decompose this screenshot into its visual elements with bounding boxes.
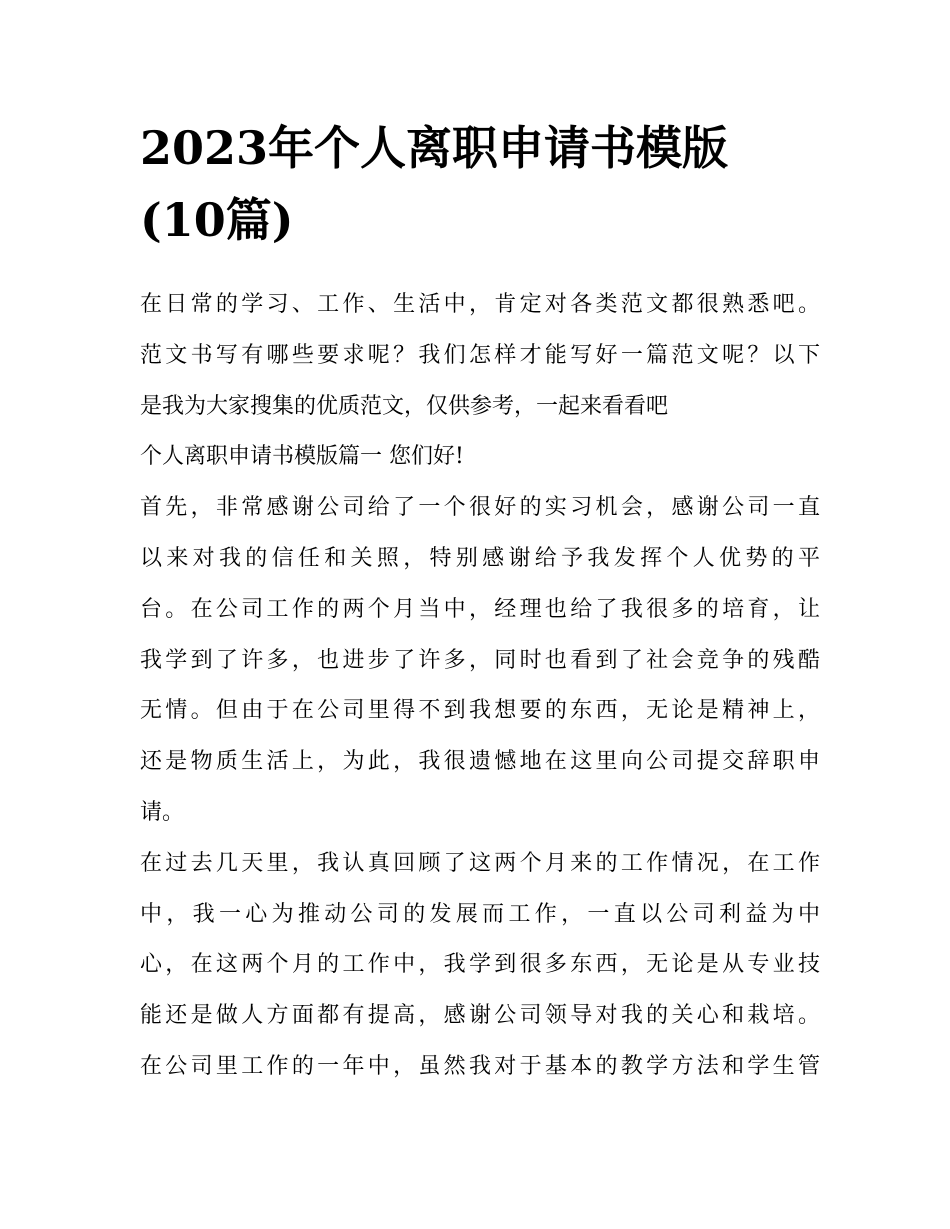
body-line: 无情。但由于在公司里得不到我想要的东西，无论是精神上，	[140, 698, 820, 724]
body-line: 在公司里工作的一年中，虽然我对于基本的教学方法和学生管	[140, 1053, 820, 1079]
body-line: 以来对我的信任和关照，特别感谢给予我发挥个人优势的平	[140, 545, 820, 571]
title-line-2: (10篇)	[140, 193, 294, 247]
title-line-1: 2023年个人离职申请书模版	[140, 121, 729, 175]
body-line: 范文书写有哪些要求呢？我们怎样才能写好一篇范文呢？以下	[140, 342, 820, 368]
body-line: 是我为大家搜集的优质范文，仅供参考，一起来看看吧	[140, 393, 669, 419]
body-line: 台。在公司工作的两个月当中，经理也给了我很多的培育，让	[140, 596, 820, 622]
body-line: 个人离职申请书模版篇一 您们好!	[140, 444, 464, 470]
body-line: 在过去几天里，我认真回顾了这两个月来的工作情况，在工作	[140, 850, 820, 876]
body-line: 能还是做人方面都有提高，感谢公司领导对我的关心和栽培。	[140, 1003, 820, 1029]
body-line: 首先，非常感谢公司给了一个很好的实习机会，感谢公司一直	[140, 495, 820, 521]
body-line: 还是物质生活上，为此，我很遗憾地在这里向公司提交辞职申	[140, 749, 820, 775]
document-body	[140, 280, 820, 1093]
body-line: 我学到了许多，也进步了许多，同时也看到了社会竞争的残酷	[140, 647, 820, 673]
body-line: 请。	[140, 799, 185, 825]
document-title	[140, 112, 820, 256]
body-line: 在日常的学习、工作、生活中，肯定对各类范文都很熟悉吧。	[140, 292, 820, 317]
body-line: 中，我一心为推动公司的发展而工作，一直以公司利益为中	[140, 901, 820, 927]
body-line: 心，在这两个月的工作中，我学到很多东西，无论是从专业技	[140, 952, 820, 978]
